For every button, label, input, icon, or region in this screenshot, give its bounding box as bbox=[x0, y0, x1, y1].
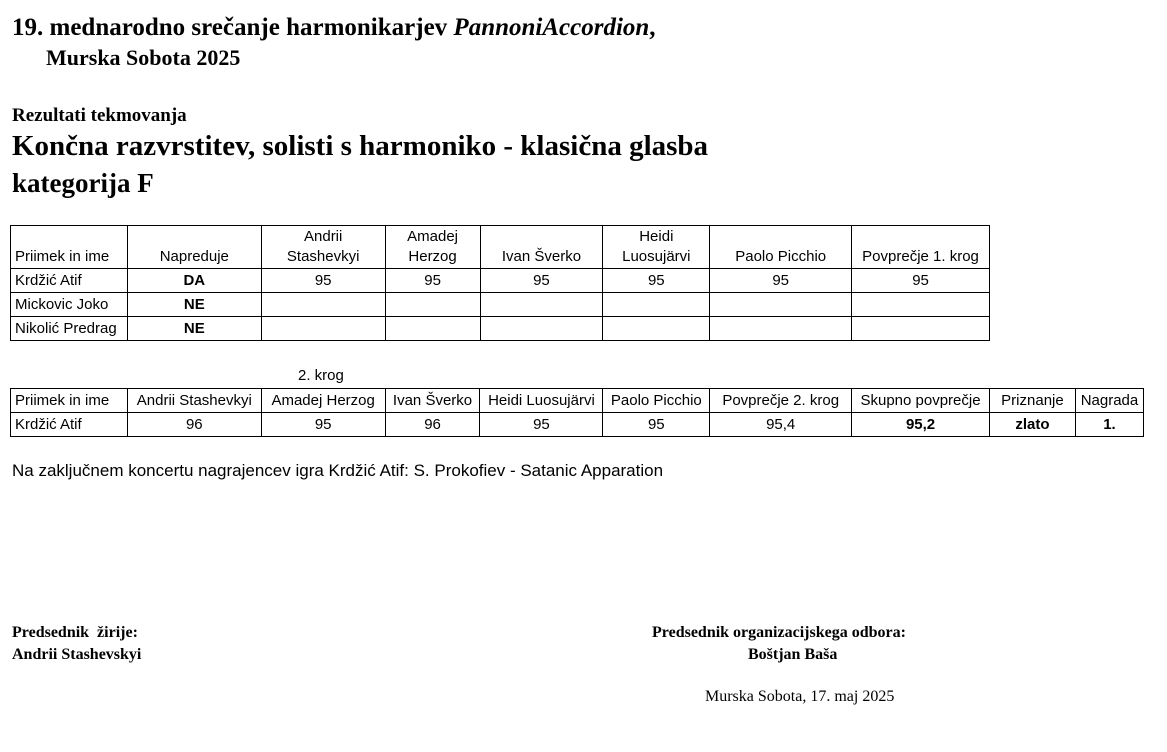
cell-name: Krdžić Atif bbox=[11, 269, 128, 293]
round1-header-cell bbox=[710, 226, 852, 269]
round2-header-cell: Priznanje bbox=[989, 389, 1075, 413]
cell-advances: NE bbox=[127, 293, 261, 317]
round1-header-cell bbox=[603, 226, 710, 269]
event-title bbox=[12, 14, 656, 42]
event-title-suffix: , bbox=[649, 14, 656, 41]
cell-score bbox=[480, 293, 603, 317]
round2-header-cell: Paolo Picchio bbox=[603, 389, 710, 413]
round1-header-cell bbox=[261, 226, 385, 269]
cell-score bbox=[710, 317, 852, 341]
round1-header-cell bbox=[385, 226, 480, 269]
table-row bbox=[11, 293, 990, 317]
round2-header-cell: Heidi Luosujärvi bbox=[480, 389, 603, 413]
cell-average bbox=[852, 317, 990, 341]
cell-score: 96 bbox=[127, 413, 261, 437]
cell-advances: DA bbox=[127, 269, 261, 293]
header-line: Andrii bbox=[304, 228, 343, 245]
cell-advances: NE bbox=[127, 317, 261, 341]
cell-score: 96 bbox=[385, 413, 480, 437]
header-line: Herzog bbox=[408, 248, 457, 265]
cell-score bbox=[480, 317, 603, 341]
round2-header-row bbox=[11, 389, 1144, 413]
concert-note: Na zaključnem koncertu nagrajencev igra Krdžić Atif: S. Prokofiev - Satanic Apparation bbox=[12, 461, 664, 480]
org-president-name: Boštjan Baša bbox=[748, 646, 838, 663]
cell-score bbox=[385, 317, 480, 341]
org-president-label: Predsednik organizacijskega odbora: bbox=[652, 624, 906, 641]
round2-header-cell: Skupno povprečje bbox=[852, 389, 990, 413]
cell-score bbox=[261, 293, 385, 317]
cell-score bbox=[603, 293, 710, 317]
jury-president-name: Andrii Stashevskyi bbox=[12, 646, 142, 663]
cell-name: Krdžić Atif bbox=[11, 413, 128, 437]
round2-header-cell: Ivan Šverko bbox=[385, 389, 480, 413]
cell-score: 95 bbox=[261, 413, 385, 437]
event-name: PannoniAccordion bbox=[453, 14, 650, 41]
cell-total-average: 95,2 bbox=[852, 413, 990, 437]
cell-score: 95 bbox=[385, 269, 480, 293]
round2-header-cell: Priimek in ime bbox=[11, 389, 128, 413]
round2-header-cell: Andrii Stashevkyi bbox=[127, 389, 261, 413]
cell-score: 95 bbox=[261, 269, 385, 293]
cell-average: 95,4 bbox=[710, 413, 852, 437]
header-line: Amadej bbox=[407, 228, 458, 245]
cell-name: Mickovic Joko bbox=[11, 293, 128, 317]
place-date: Murska Sobota, 17. maj 2025 bbox=[705, 688, 895, 705]
header-line: Stashevkyi bbox=[286, 248, 360, 265]
table-row bbox=[11, 413, 1144, 437]
round2-header-cell: Nagrada bbox=[1075, 389, 1143, 413]
event-title-prefix: 19. mednarodno srečanje harmonikarjev bbox=[12, 14, 454, 41]
round1-header-cell bbox=[852, 226, 990, 269]
table-row bbox=[11, 317, 990, 341]
header-line: Luosujärvi bbox=[622, 248, 691, 265]
cell-average: 95 bbox=[852, 269, 990, 293]
header-line: Priimek in ime bbox=[15, 248, 110, 265]
event-subtitle: Murska Sobota 2025 bbox=[46, 45, 241, 70]
cell-average bbox=[852, 293, 990, 317]
category-title: kategorija F bbox=[12, 168, 154, 198]
round2-label: 2. krog bbox=[298, 367, 344, 384]
round1-header-cell bbox=[127, 226, 261, 269]
round2-table bbox=[10, 388, 1144, 437]
table-row bbox=[11, 269, 990, 293]
round1-table bbox=[10, 225, 990, 341]
header-line: Paolo Picchio bbox=[735, 248, 827, 265]
cell-score bbox=[710, 293, 852, 317]
cell-score: 95 bbox=[480, 413, 603, 437]
round2-header-cell: Povprečje 2. krog bbox=[710, 389, 852, 413]
final-ranking-title: Končna razvrstitev, solisti s harmoniko - klasična glasba bbox=[12, 130, 709, 162]
header-line: Napreduje bbox=[159, 248, 229, 265]
cell-score: 95 bbox=[480, 269, 603, 293]
results-label: Rezultati tekmovanja bbox=[12, 105, 187, 126]
cell-award: 1. bbox=[1075, 413, 1143, 437]
header-line: Heidi bbox=[639, 228, 674, 245]
jury-president-label: Predsednik žirije: bbox=[12, 624, 138, 641]
header-line: Ivan Šverko bbox=[501, 248, 582, 265]
round1-header-row bbox=[11, 226, 990, 269]
cell-name: Nikolić Predrag bbox=[11, 317, 128, 341]
cell-score: 95 bbox=[603, 413, 710, 437]
cell-score bbox=[385, 293, 480, 317]
header-line: Povprečje 1. krog bbox=[862, 248, 979, 265]
cell-score bbox=[261, 317, 385, 341]
cell-score bbox=[603, 317, 710, 341]
round1-header-cell bbox=[480, 226, 603, 269]
round2-header-cell: Amadej Herzog bbox=[261, 389, 385, 413]
cell-score: 95 bbox=[603, 269, 710, 293]
round1-header-cell bbox=[11, 226, 128, 269]
cell-score: 95 bbox=[710, 269, 852, 293]
cell-recognition: zlato bbox=[989, 413, 1075, 437]
